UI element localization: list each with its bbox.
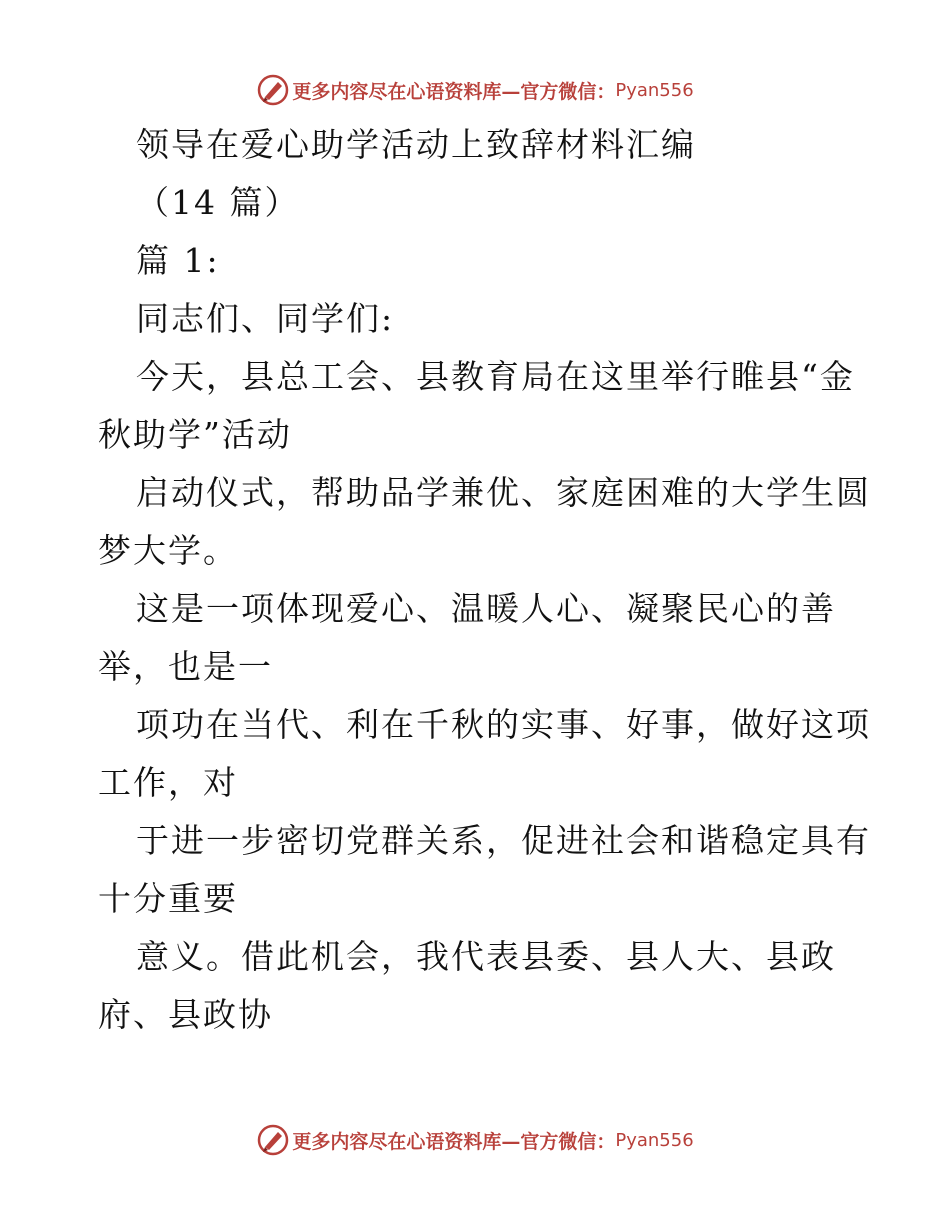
header-banner [0, 70, 950, 110]
body-paragraphs [98, 348, 871, 1044]
banner-text: 更多内容尽在心语资料库—官方微信： [292, 1130, 616, 1153]
salutation: 同志们、同学们: [136, 299, 395, 338]
banner-text: 更多内容尽在心语资料库—官方微信： [292, 80, 616, 103]
banner-wechat-id: Pyan556 [615, 1129, 694, 1151]
footer-banner [0, 1120, 950, 1160]
document-title: 领导在爱心助学活动上致辞材料汇编 [136, 125, 696, 164]
body-line: 启动仪式，帮助品学兼优、家庭困难的大学生圆 [136, 473, 871, 512]
body-line: 秋助学”活动 [98, 415, 292, 454]
document-body [98, 116, 871, 1044]
pen-logo-icon [256, 1123, 290, 1157]
body-line: 工作，对 [98, 763, 238, 802]
section-heading: 篇 1: [136, 241, 220, 280]
body-line: 十分重要 [98, 879, 238, 918]
body-line: 这是一项体现爱心、温暖人心、凝聚民心的善 [136, 589, 836, 628]
document-count: （14 篇） [136, 183, 300, 222]
body-line: 举，也是一 [98, 647, 273, 686]
pen-logo-icon [256, 73, 290, 107]
body-line: 意义。借此机会，我代表县委、县人大、县政 [136, 937, 836, 976]
banner-wechat-id: Pyan556 [615, 79, 694, 101]
body-line: 梦大学。 [98, 531, 238, 570]
body-line: 于进一步密切党群关系，促进社会和谐稳定具有 [136, 821, 871, 860]
body-line: 府、县政协 [98, 995, 273, 1034]
body-line: 今天，县总工会、县教育局在这里举行睢县“金 [136, 357, 855, 396]
body-line: 项功在当代、利在千秋的实事、好事，做好这项 [136, 705, 871, 744]
